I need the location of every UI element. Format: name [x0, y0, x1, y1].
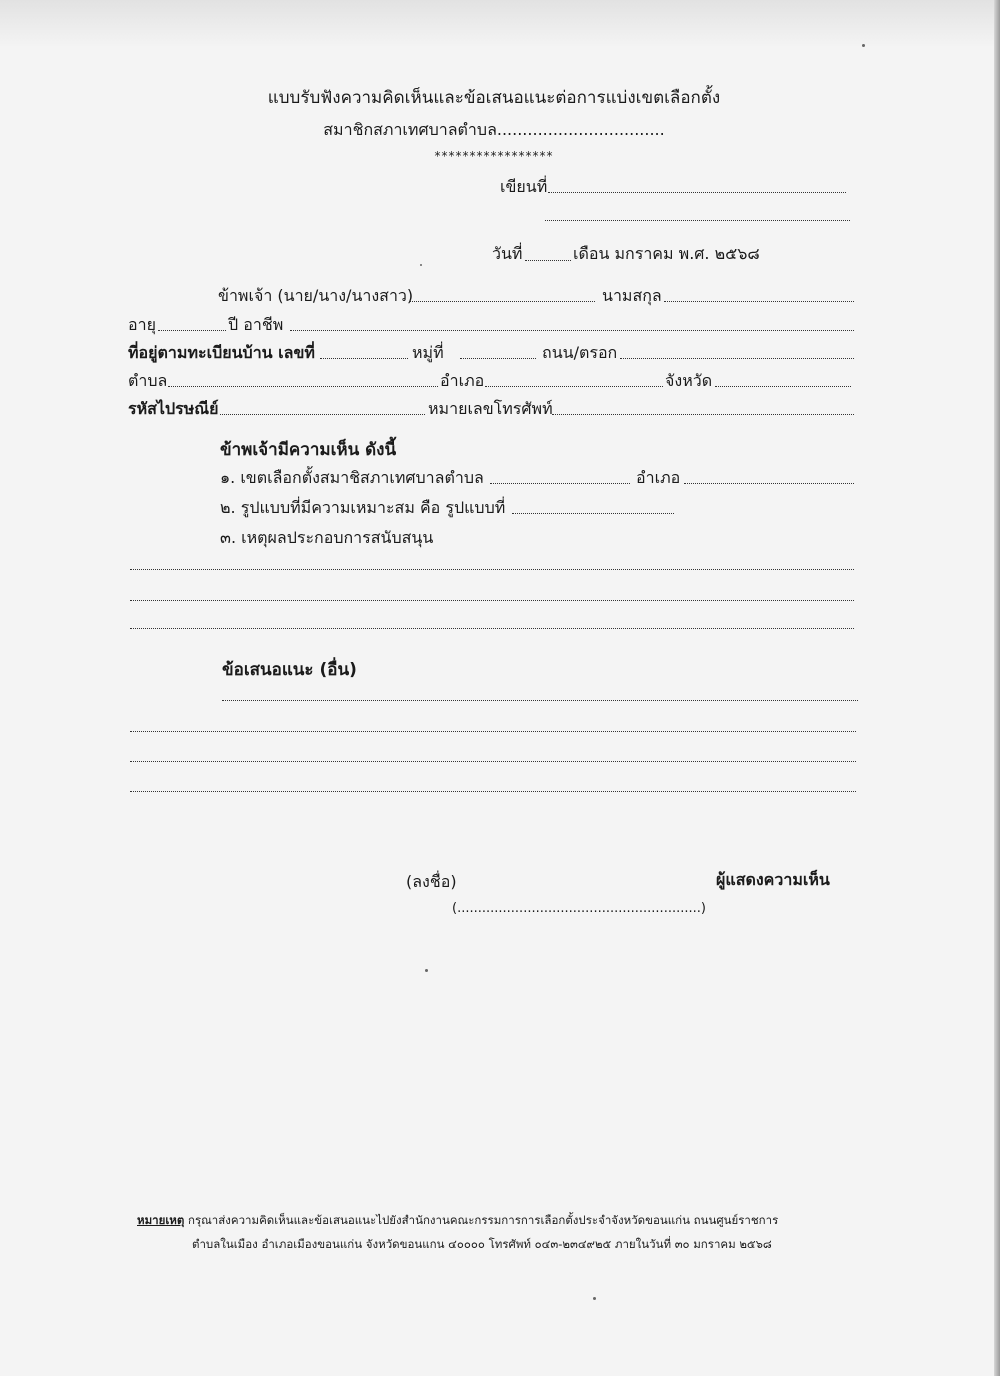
- occupation-label: ปี อาชีพ: [228, 315, 284, 334]
- note-line-1: [137, 1210, 778, 1230]
- occupation-field[interactable]: [290, 330, 854, 331]
- village-label: หมู่ที่: [412, 343, 444, 362]
- reason-line-2[interactable]: [130, 600, 854, 601]
- date-label: วันที่: [492, 244, 523, 263]
- province-label: จังหวัด: [665, 371, 713, 390]
- road-field[interactable]: [620, 358, 854, 359]
- phone-field[interactable]: [552, 414, 854, 415]
- suggestion-heading: ข้อเสนอแนะ (อื่น): [222, 660, 357, 680]
- age-label: อายุ: [128, 315, 156, 334]
- written-at-field-2[interactable]: [545, 220, 850, 221]
- scan-speck: [420, 264, 422, 266]
- suggestion-line-4[interactable]: [130, 791, 856, 792]
- reason-line-3[interactable]: [130, 628, 854, 629]
- opinion-item-1-label: ๑. เขตเลือกตั้งสมาชิสภาเทศบาลตำบล: [220, 468, 484, 487]
- signer-name-field[interactable]: (...........................................................): [452, 901, 706, 916]
- title-separator: *****************: [434, 149, 554, 163]
- written-at-label: เขียนที่: [500, 177, 548, 196]
- postcode-label: รหัสไปรษณีย์: [128, 399, 219, 418]
- surname-label: นามสกุล: [602, 286, 662, 305]
- note-line-2: ตำบลในเมือง อำเภอเมืองขอนแก่น จังหวัดขอนแกน ๔๐๐๐๐ โทรศัพท์ ๐๔๓-๒๓๔๙๒๕ ภายในวันที่ ๓๐ มกราคม ๒๕๖๘: [192, 1237, 772, 1251]
- scan-shadow-edge: [994, 0, 1000, 1376]
- item-1-subdistrict-field[interactable]: [490, 483, 630, 484]
- name-field[interactable]: [410, 301, 595, 302]
- opinion-item-2-label: ๒. รูปแบบที่มีความเหมาะสม คือ รูปแบบที่: [220, 498, 506, 517]
- surname-field[interactable]: [664, 301, 854, 302]
- signer-role-label: ผู้แสดงความเห็น: [716, 870, 830, 889]
- district-field[interactable]: [485, 386, 663, 387]
- form-subtitle: สมาชิกสภาเทศบาลตำบล.................................: [323, 120, 665, 139]
- scan-speck: [862, 44, 865, 47]
- day-field[interactable]: [525, 260, 571, 261]
- village-field[interactable]: [460, 358, 536, 359]
- opinion-item-3-label: ๓. เหตุผลประกอบการสนับสนุน: [220, 528, 434, 547]
- suggestion-line-2[interactable]: [130, 731, 856, 732]
- item-1-district-field[interactable]: [684, 483, 854, 484]
- suggestion-line-1[interactable]: [222, 700, 858, 701]
- subdistrict-field[interactable]: [168, 386, 438, 387]
- scan-shadow-top: [0, 0, 1000, 48]
- phone-label: หมายเลขโทรศัพท์: [428, 399, 553, 418]
- subdistrict-label: ตำบล: [128, 371, 168, 390]
- written-at-field[interactable]: [548, 192, 846, 193]
- age-field[interactable]: [158, 330, 226, 331]
- province-field[interactable]: [715, 386, 851, 387]
- scan-speck: [425, 969, 428, 972]
- road-label: ถนน/ตรอก: [542, 343, 618, 362]
- address-label: ที่อยู่ตามทะเบียนบ้าน เลขที่: [128, 343, 315, 362]
- opinion-item-1-district-label: อำเภอ: [636, 468, 681, 487]
- note-text-1: กรุณาส่งความคิดเห็นและข้อเสนอแนะไปยังสำนักงานคณะกรรมการการเลือกตั้งประจำจังหวัดขอนแก่น ถนนศูนย์ราชการ: [188, 1213, 779, 1227]
- note-label: หมายเหตุ: [137, 1213, 185, 1227]
- opinion-heading: ข้าพเจ้ามีความเห็น ดังนี้: [220, 440, 397, 460]
- reason-line-1[interactable]: [130, 569, 854, 570]
- scan-speck: [593, 1297, 596, 1300]
- form-title: แบบรับฟังความคิดเห็นและข้อเสนอแนะต่อการแบ่งเขตเลือกตั้ง: [267, 88, 721, 108]
- item-2-model-field[interactable]: [512, 513, 674, 514]
- suggestion-line-3[interactable]: [130, 761, 856, 762]
- house-number-field[interactable]: [320, 358, 408, 359]
- sign-label: (ลงชื่อ): [406, 872, 457, 891]
- name-prefix-label: ข้าพเจ้า (นาย/นาง/นางสาว): [218, 286, 414, 305]
- postcode-field[interactable]: [220, 414, 425, 415]
- district-label: อำเภอ: [440, 371, 485, 390]
- month-year-text: เดือน มกราคม พ.ศ. ๒๕๖๘: [573, 244, 760, 263]
